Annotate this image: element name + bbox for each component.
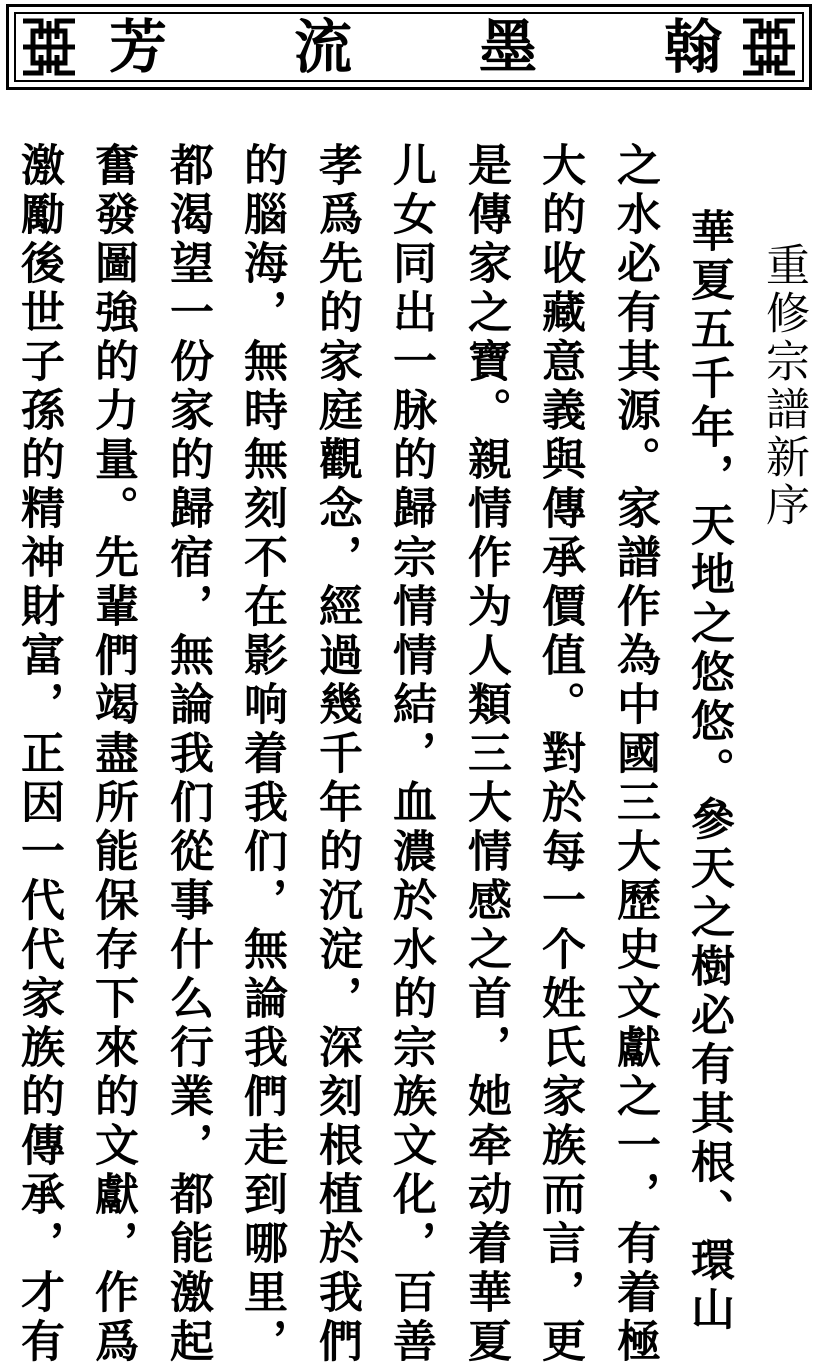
text-column: 孝爲先的家庭觀念，經過幾千年的沉淀，深刻根植於我們 (311, 142, 362, 1367)
banner-char: 芳 (109, 13, 168, 81)
text-column: 之水必有其源。家譜作為中國三大歷史文獻之一，有着極 (609, 142, 660, 1367)
banner-title (9, 7, 809, 87)
fret-ornament-icon (19, 17, 79, 77)
text-column: 都渴望一份家的歸宿，無論我们從事什么行業，都能激起 (162, 142, 213, 1367)
text-column: 華夏五千年，天地之悠悠。參天之樹必有其根、環山 (683, 208, 734, 1335)
header-banner (6, 4, 812, 90)
fret-ornament-icon (739, 17, 799, 77)
text-column: 儿女同出一脉的歸宗情情結，血濃於水的宗族文化，百善 (385, 142, 436, 1367)
text-column: 激勵後世子孫的精神財富，正因一代代家族的傳承，才有 (13, 142, 64, 1367)
text-column: 是傳家之寶。親情作为人類三大情感之首，她牵动着華夏 (460, 142, 511, 1367)
text-column: 的腦海，無時無刻不在影响着我们，無論我們走到哪里， (236, 142, 287, 1367)
article-title: 重修宗譜新序 (758, 242, 809, 530)
text-column: 奮發圖強的力量。先輩們竭盡所能保存下來的文獻，作爲 (87, 142, 138, 1367)
text-column: 大的收藏意義與傳承價值。對於每一个姓氏家族而言，更 (534, 142, 585, 1367)
banner-char: 墨 (479, 13, 538, 81)
banner-char: 翰 (664, 13, 723, 81)
banner-char: 流 (294, 13, 353, 81)
